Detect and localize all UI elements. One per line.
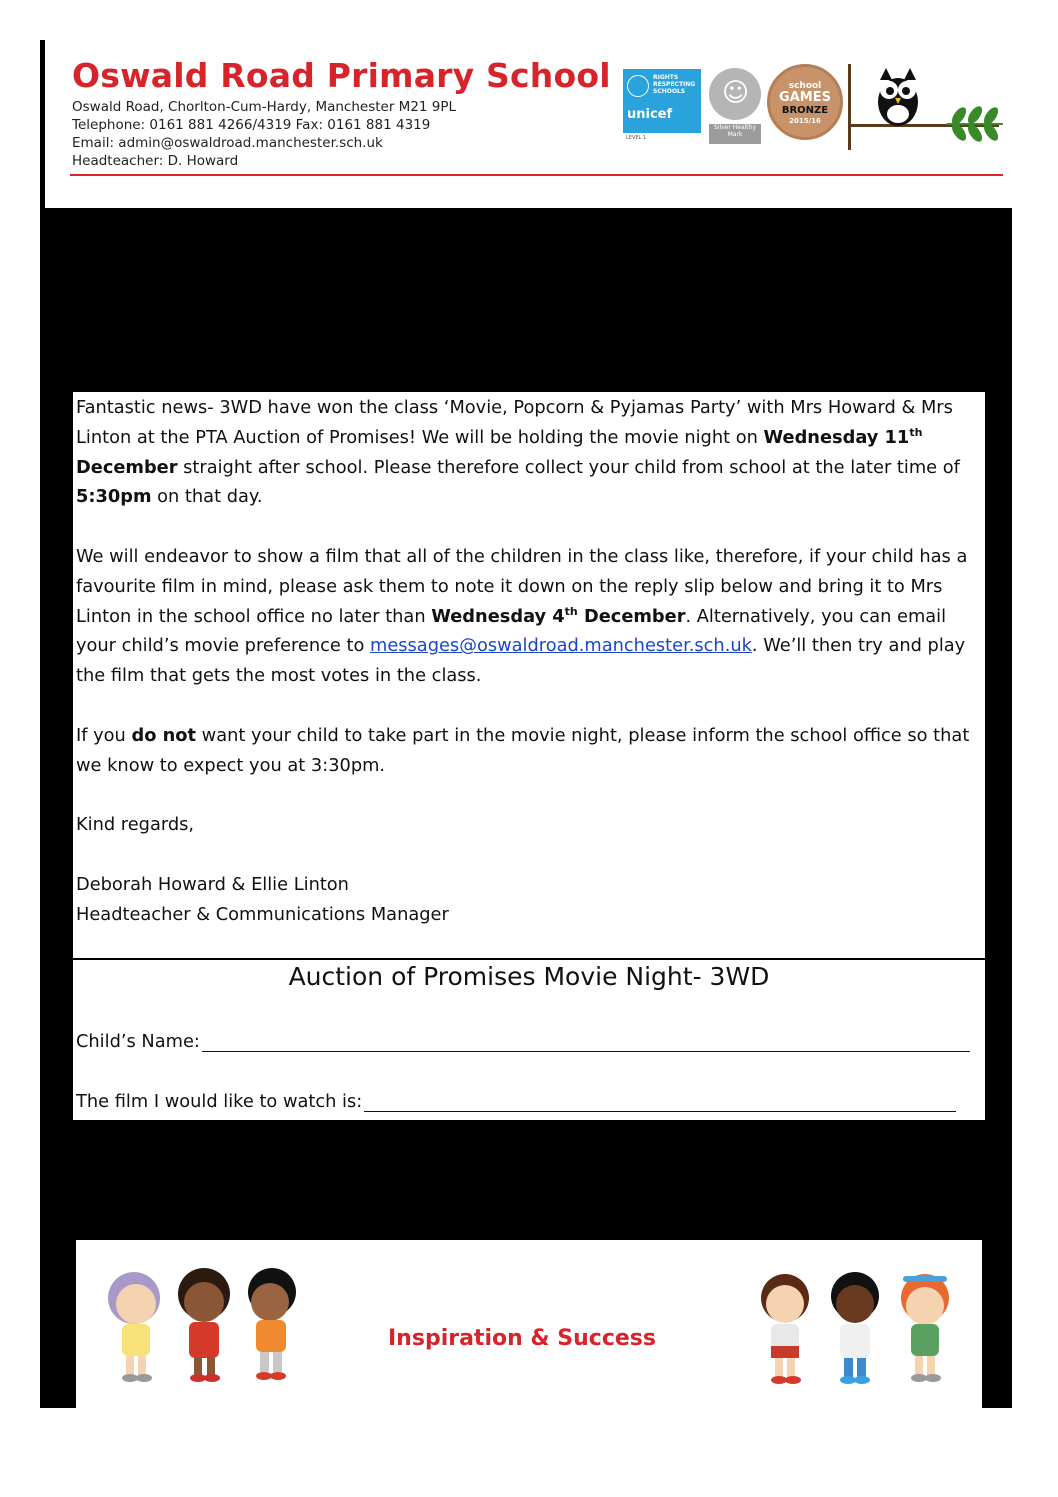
paragraph-film-choice: We will endeavor to show a film that all of the children in the class like, therefore, if your child has a favourite film in mind, please ask them to note it down on the reply slip below and bring it to Mrs Linton in the school office no later than Wednesday 4th December. Alternatively, you can email your child’s movie preference to messages@oswaldroad.manchester.sch.uk. We’ll then try and play the film that gets the most votes in the class. [76,545,968,687]
email-link[interactable]: messages@oswaldroad.manchester.sch.uk [370,635,752,657]
reply-slip-title: Auction of Promises Movie Night- 3WD [288,962,770,991]
owl-icon [872,66,924,128]
film-choice-field [76,1091,956,1112]
children-cartoon-left [96,1262,311,1387]
school-games-bronze-logo [767,64,843,140]
children-cartoon-right [745,1266,970,1391]
letterhead-rule [70,174,1003,176]
family-icon: ☺ [722,78,750,108]
paragraph-announcement: Fantastic news- 3WD have won the class ‘Movie, Popcorn & Pyjamas Party’ with Mrs Howard & Mrs Linton at the PTA Auction of Promises! We will be holding the movie night on Wednesday 11th December straight after school. Please therefore collect your child from school at the later time of 5:30pm on that day. [76,397,960,508]
school-telephone: Telephone: 0161 881 4266/4319 Fax: 0161 881 4319 [72,117,431,133]
tree-trunk [848,64,851,150]
school-contact-details [72,98,456,170]
signatory-roles: Headteacher & Communications Manager [76,903,449,925]
globe-icon [627,75,649,97]
school-email: Email: admin@oswaldroad.manchester.sch.uk [72,135,383,151]
film-choice-blank [364,1093,956,1112]
games-line-3: BRONZE [781,105,829,116]
film-choice-label: The film I would like to watch is: [76,1091,363,1112]
child-name-field [76,1031,970,1052]
games-line-1: school [788,81,822,91]
rights-respecting-logo [623,69,701,133]
signature-block [76,870,984,930]
signatories: Deborah Howard & Ellie Linton [76,873,349,895]
child-name-blank [202,1033,970,1052]
school-motto: Inspiration & Success [388,1326,656,1351]
games-line-4: 2015/16 [789,117,821,125]
unicef-text: unicef [627,107,673,122]
rights-respecting-level: LEVEL 1 [626,135,647,141]
letterhead-side-bar [40,40,45,208]
leaves-icon [945,102,1005,142]
school-name: Oswald Road Primary School [72,56,611,95]
closing: Kind regards, [76,814,195,836]
reply-slip-divider [73,958,985,960]
child-name-label: Child’s Name: [76,1031,200,1052]
paragraph-opt-out: If you do not want your child to take part in the movie night, please inform the school office so that we know to expect you at 3:30pm. [76,724,970,776]
healthy-mark-text: Silver Healthy Mark [709,124,761,144]
school-address: Oswald Road, Chorlton-Cum-Hardy, Manchester M21 9PL [72,99,457,115]
letter-body [76,393,984,929]
games-line-2: GAMES [779,90,831,105]
rights-respecting-text: RIGHTS RESPECTING SCHOOLS [653,74,696,95]
school-headteacher: Headteacher: D. Howard [72,153,239,169]
